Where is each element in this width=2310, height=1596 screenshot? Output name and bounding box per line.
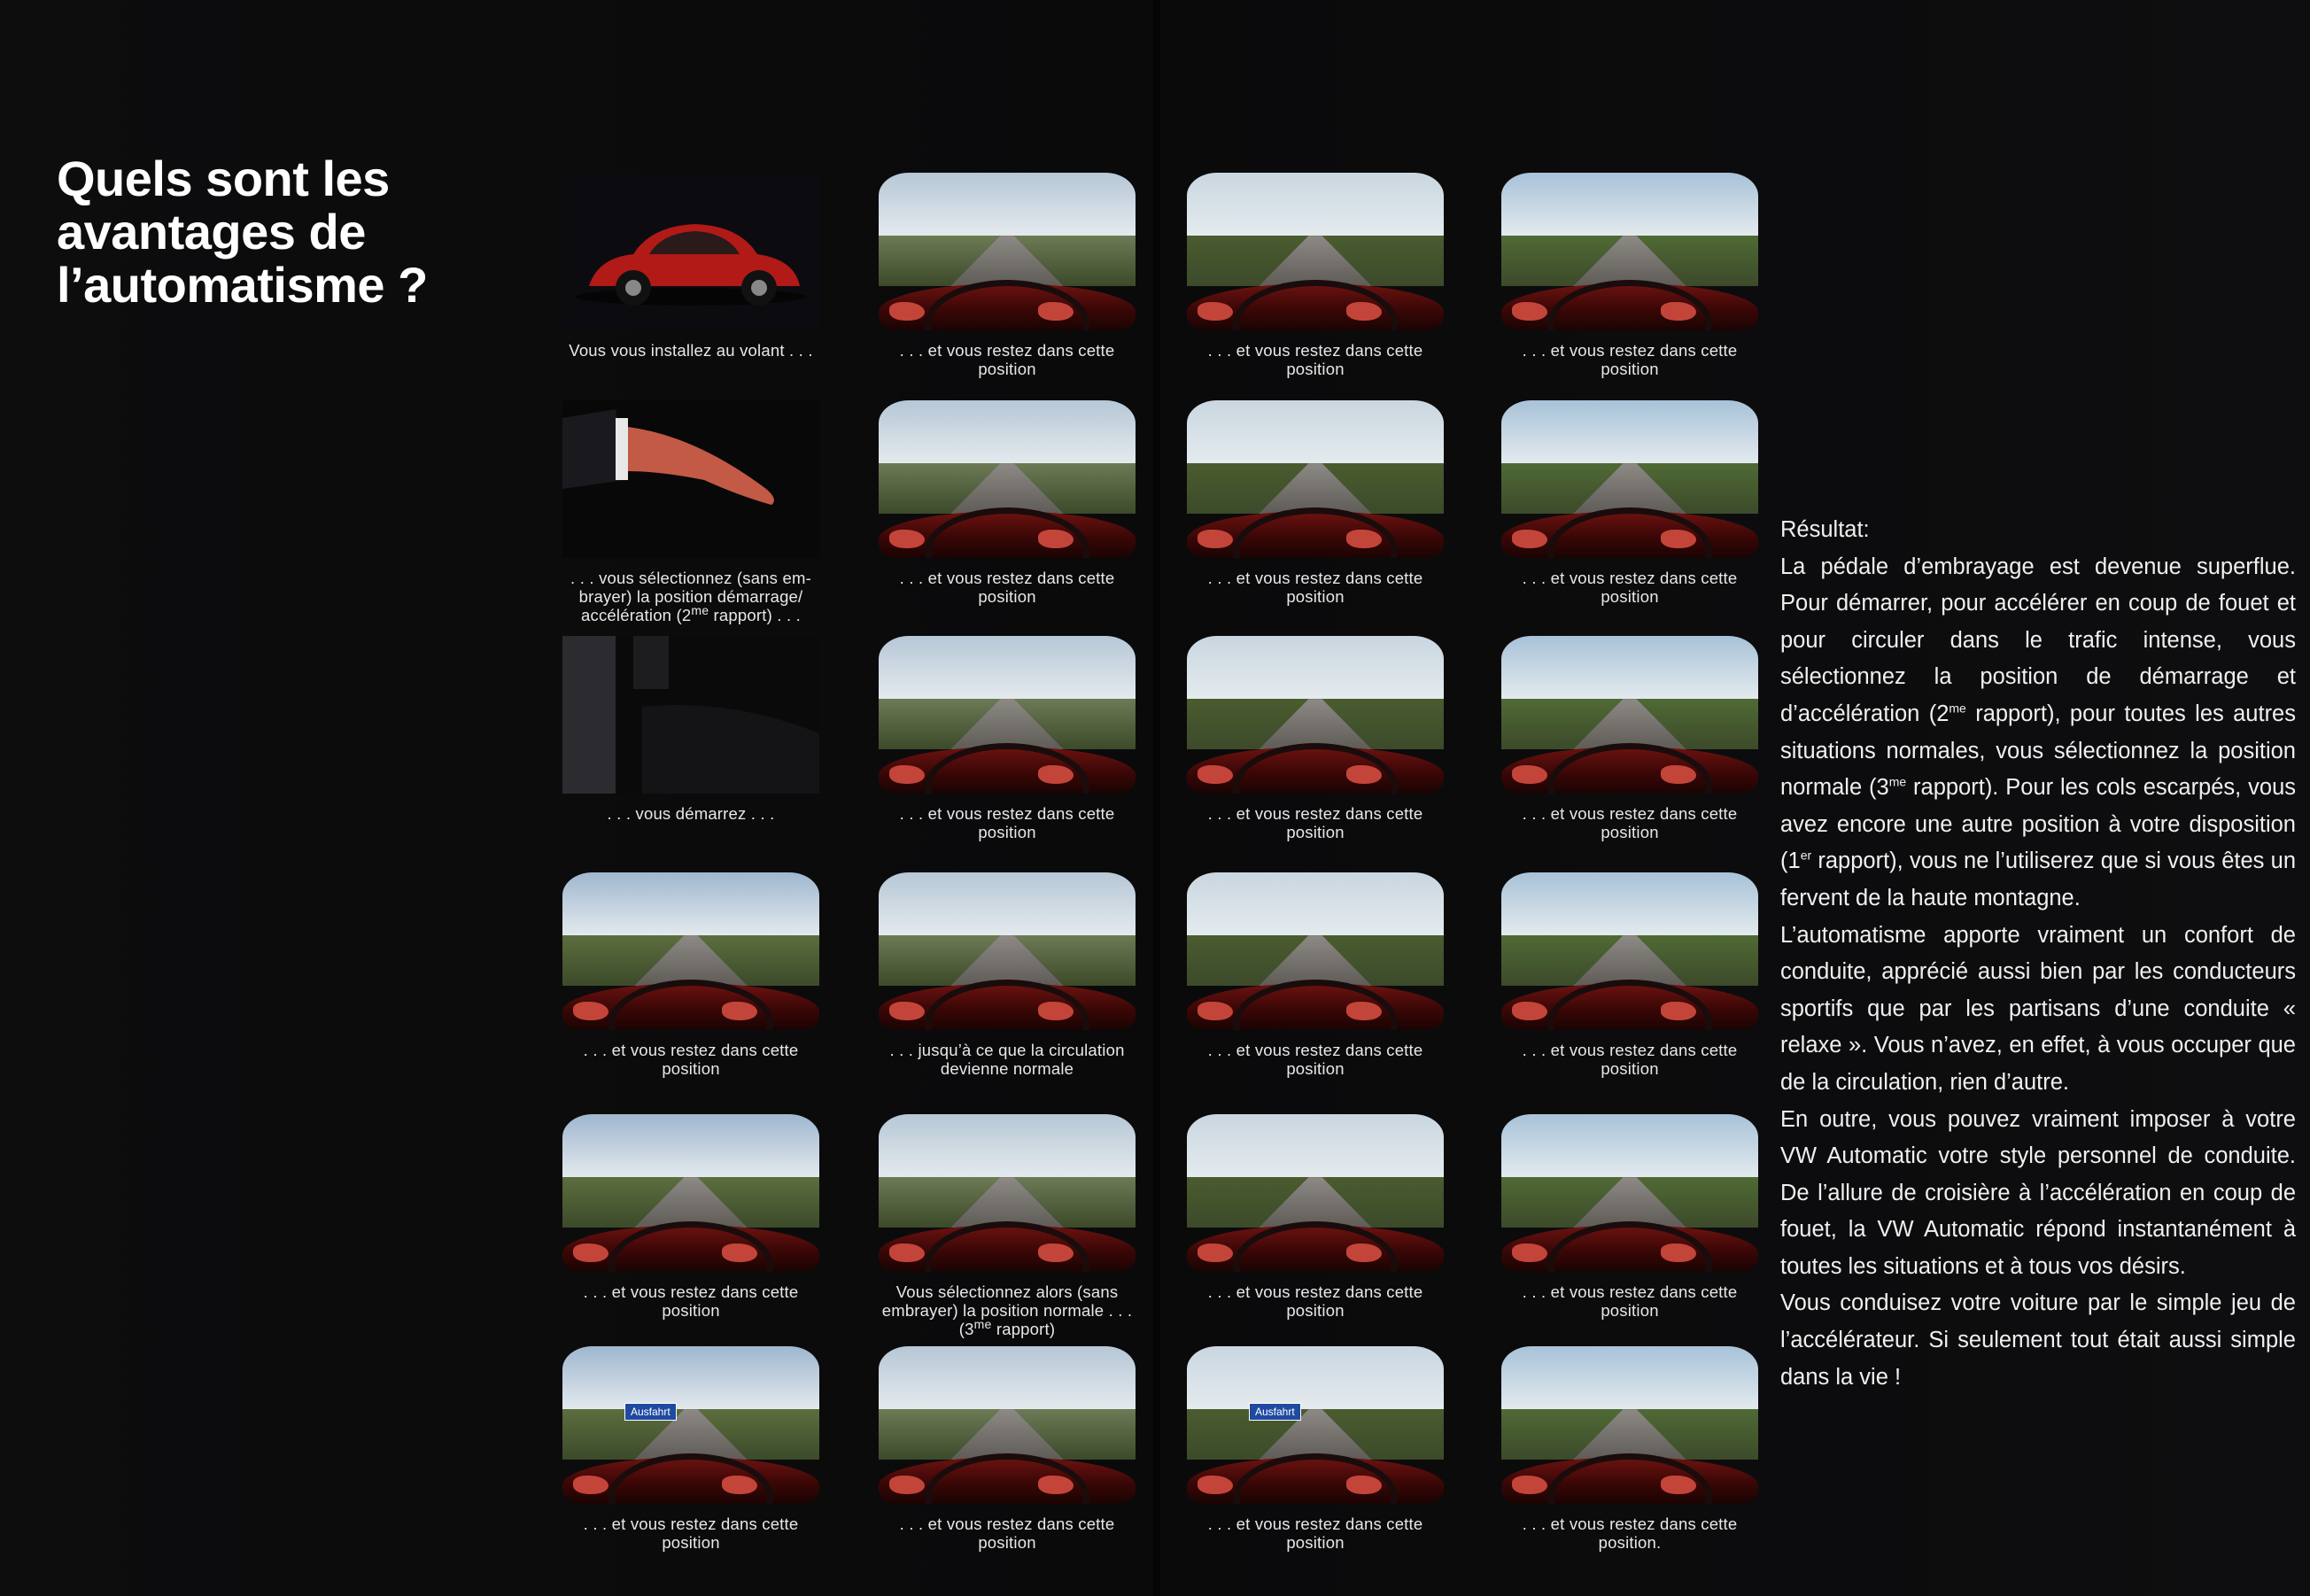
photo-railway-crossing-dashboard [1501,1114,1758,1272]
ausfahrt-sign: Ausfahrt [624,1403,677,1421]
photo-caption: . . . et vous restez dans cette position [1207,804,1423,841]
photo-village-street-dashboard [1501,872,1758,1030]
photo-caption: . . . et vous restez dans cette position [899,1515,1115,1552]
photo-curvy-road-dashboard [1501,636,1758,794]
result-paragraph-3: En outre, vous pouvez vraiment imposer à votre VW Automatic votre style personnel de conduite. De l’allure de croisière à l’accélération en coup de fouet, la VW Automatic répond instantanément à toutes les situations et à tous vos désirs. [1780,1106,2296,1279]
photo-pedestrian-crossing-dashboard [879,636,1136,794]
result-text-block [1780,512,2296,1396]
photo-caption: . . . et vous restez dans cette position [899,341,1115,378]
photo-highway-overtaking-dashboard [1187,872,1444,1030]
photo-frame [1501,173,1758,378]
photo-city-traffic-dashboard [562,1346,819,1504]
photo-caption: . . . et vous restez dans cette position [899,569,1115,606]
photo-caption: . . . et vous restez dans cette position [1522,569,1738,606]
ausfahrt-sign: Ausfahrt [1249,1403,1301,1421]
photo-caption: . . . et vous restez dans cette position [1207,341,1423,378]
photo-frame [562,872,819,1078]
photo-caption: . . . et vous restez dans cette position [1522,804,1738,841]
photo-caption: . . . et vous restez dans cette position [1207,1515,1423,1552]
photo-highway-truck-dashboard [1187,636,1444,794]
result-paragraph-2: L’automatisme apporte vraiment un confort de conduite, apprécié aussi bien par les conducteurs sportifs que par les partisans d’une conduite « relaxe ». Vous n’avez, en effet, à vous occuper que de la circulation, rien d’autre. [1780,922,2296,1095]
photo-caption: . . . et vous restez dans cette position [899,804,1115,841]
photo-mountain-road-dashboard [1501,400,1758,558]
photo-frame [879,872,1136,1078]
photo-caption: . . . et vous restez dans cette position [583,1041,799,1078]
photo-frame [1501,872,1758,1078]
photo-caption: . . . et vous restez dans cette position [1522,341,1738,378]
photo-frame [1187,1114,1444,1320]
photo-underpass-dashboard [879,1114,1136,1272]
photo-caption: . . . et vous restez dans cette position [1207,1282,1423,1320]
photo-tree-lined-avenue-dashboard [562,1114,819,1272]
photo-frame [879,173,1136,378]
photo-frame [562,173,819,360]
photo-frame [562,1114,819,1320]
photo-caption: Vous vous installez au volant . . . [569,341,813,360]
photo-caption: . . . et vous restez dans cette position. [1522,1515,1738,1552]
result-heading: Résultat: [1780,517,1870,542]
photo-tree-lined-avenue-dashboard [562,872,819,1030]
photo-frame [1501,400,1758,606]
photo-caption: Vous sélectionnez alors (sans embrayer) la position normale . . . ($3^{me}$ rapport) [881,1282,1133,1338]
photo-caption: . . . et vous restez dans cette position [1207,1041,1423,1078]
photo-frame [879,400,1136,606]
photo-caption: . . . et vous restez dans cette position [1207,569,1423,606]
result-paragraph-1: La pédale d’embrayage est devenue superflue. Pour démarrer, pour accélérer en coup de fouet et pour circuler dans le trafic intense, vous sélectionnez la position de démarrage et d’accélération ($2^{me}$ rapport), pour toutes les autres situations normales, vous sélectionnez la position normale ($3^{me}$ rapport). Pour les cols escarpés, vous avez encore une autre position à votre disposition (1er rapport), vous ne l’utiliserez que si vous êtes un fervent de la haute montagne. [1780,554,2297,910]
photo-frame [879,1346,1136,1552]
photo-frame [1187,872,1444,1078]
photo-caption: . . . et vous restez dans cette position [583,1515,799,1552]
photo-caption: . . . vous sélectionnez (sans em-brayer) la position démarrage/ accélération ($2^{me}$ rapport) . . . [570,569,811,624]
photo-frame [1187,173,1444,378]
photo-hand-selecting-gear [562,400,819,558]
photo-tunnel-exit-dashboard [879,1346,1136,1504]
photo-caption: . . . et vous restez dans cette position [1522,1041,1738,1078]
photo-ausfahrt-sign-dashboard [1187,1346,1444,1504]
photo-country-road-dashboard [1501,173,1758,330]
photo-caption: . . . jusqu’à ce que la circulation devienne normale [889,1041,1125,1078]
photo-frame [562,636,819,823]
page-title: Quels sont les avantages de l’automatisme ? [57,151,428,313]
photo-road-sign-traffic-dashboard [1187,173,1444,330]
photo-frame [562,1346,819,1552]
photo-steel-bridge-dashboard [879,872,1136,1030]
photo-frame [562,400,819,624]
photo-frame [879,636,1136,841]
photo-frame [1187,400,1444,606]
result-paragraph-4: Vous conduisez votre voiture par le simple jeu de l’accélérateur. Si seulement tout était aussi simple dans la vie ! [1780,1290,2296,1390]
page-gutter [1153,0,1160,1596]
photo-caption: . . . et vous restez dans cette position [583,1282,799,1320]
photo-mountain-straight-road-dashboard [1501,1346,1758,1504]
photo-frame [1501,1346,1758,1552]
photo-caption: . . . et vous restez dans cette position [1522,1282,1738,1320]
photo-frame [1501,636,1758,841]
photo-city-street-dashboard [879,173,1136,330]
photo-motorway-curve-dashboard [1187,1114,1444,1272]
photo-yield-sign-country-dashboard [1187,400,1444,558]
photo-frame [879,1114,1136,1338]
photo-dark-interior [562,636,819,794]
photo-frame [1187,1346,1444,1552]
photo-frame [1501,1114,1758,1320]
photo-red-beetle-car [562,173,819,330]
photo-frame [1187,636,1444,841]
photo-city-street-dashboard [879,400,1136,558]
photo-caption: . . . vous démarrez . . . [607,804,775,823]
